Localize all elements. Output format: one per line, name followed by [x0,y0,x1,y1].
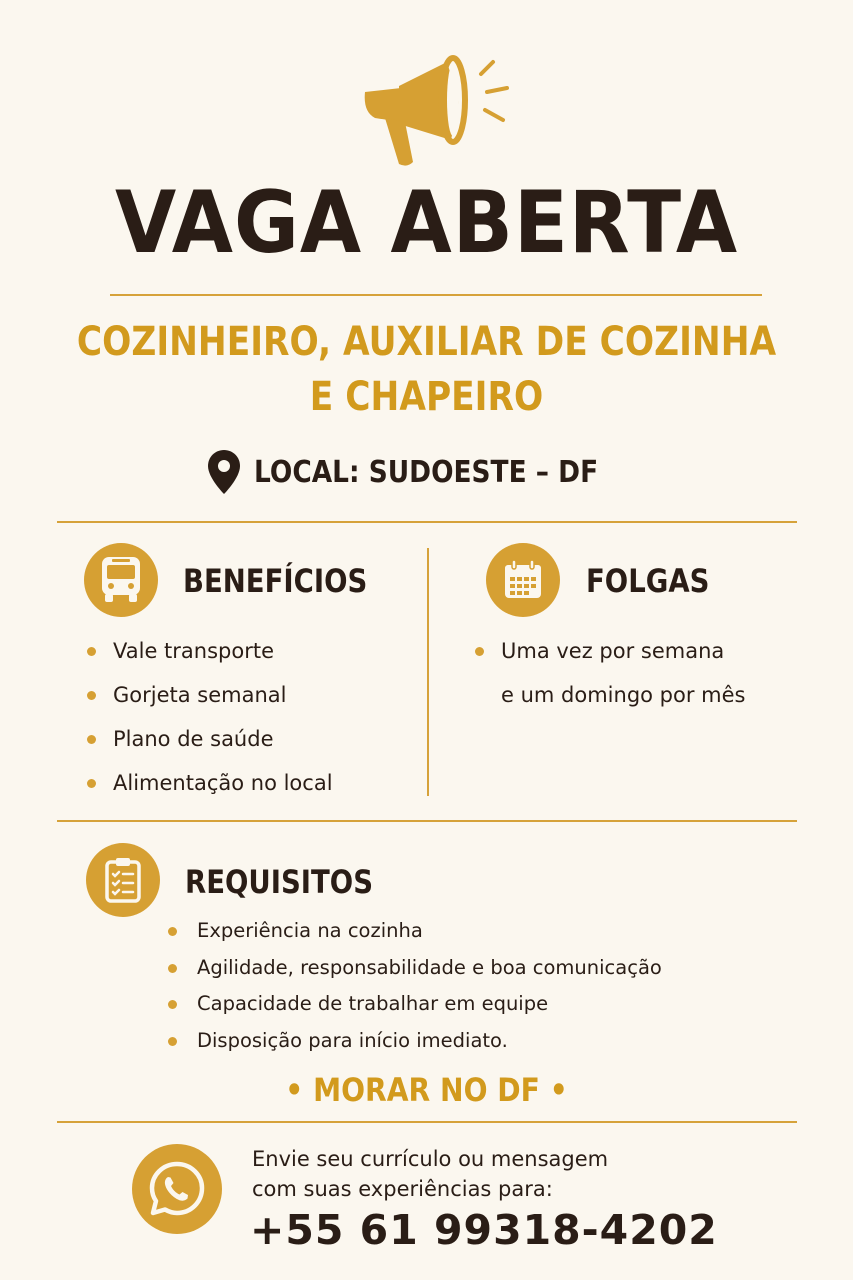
divider [57,820,797,822]
contact-instructions [252,1144,608,1204]
list-item: Gorjeta semanal [84,673,333,717]
divider [110,294,762,296]
requisitos-list [165,913,662,1059]
list-item: Disposição para início imediato. [165,1023,662,1060]
list-item: Capacidade de trabalhar em equipe [165,986,662,1023]
column-divider [427,548,429,796]
page-title: VAGA ABERTA [115,173,738,273]
folgas-title: FOLGAS [586,562,710,600]
list-item-continuation: e um domingo por mês [501,683,746,707]
job-roles-line1: COZINHEIRO, AUXILIAR DE COZINHA [76,319,777,365]
beneficios-list [84,629,333,805]
list-item: Vale transporte [84,629,333,673]
folgas-list [472,629,745,717]
location-text: LOCAL: SUDOESTE – DF [253,454,599,490]
megaphone-icon [355,52,515,172]
morar-note: • MORAR NO DF • [285,1071,568,1109]
list-item: Plano de saúde [84,717,333,761]
list-item: Experiência na cozinha [165,913,662,950]
list-item: Uma vez por semana [472,629,745,673]
location-row [0,448,853,496]
phone-number[interactable]: +55 61 99318-4202 [250,1206,718,1254]
list-item: Agilidade, responsabilidade e boa comunicação [165,950,662,987]
job-roles-line2: E CHAPEIRO [309,374,544,420]
calendar-icon [486,543,560,617]
requisitos-title: REQUISITOS [185,863,374,901]
bus-icon [84,543,158,617]
divider [57,521,797,523]
clipboard-icon [86,843,160,917]
divider [57,1121,797,1123]
list-item: Alimentação no local [84,761,333,805]
whatsapp-icon[interactable] [132,1144,222,1234]
beneficios-title: BENEFÍCIOS [183,562,368,600]
contact-line1: Envie seu currículo ou mensagem [252,1147,609,1171]
contact-line2: com suas experiências para: [252,1177,553,1201]
location-pin-icon [208,450,240,494]
